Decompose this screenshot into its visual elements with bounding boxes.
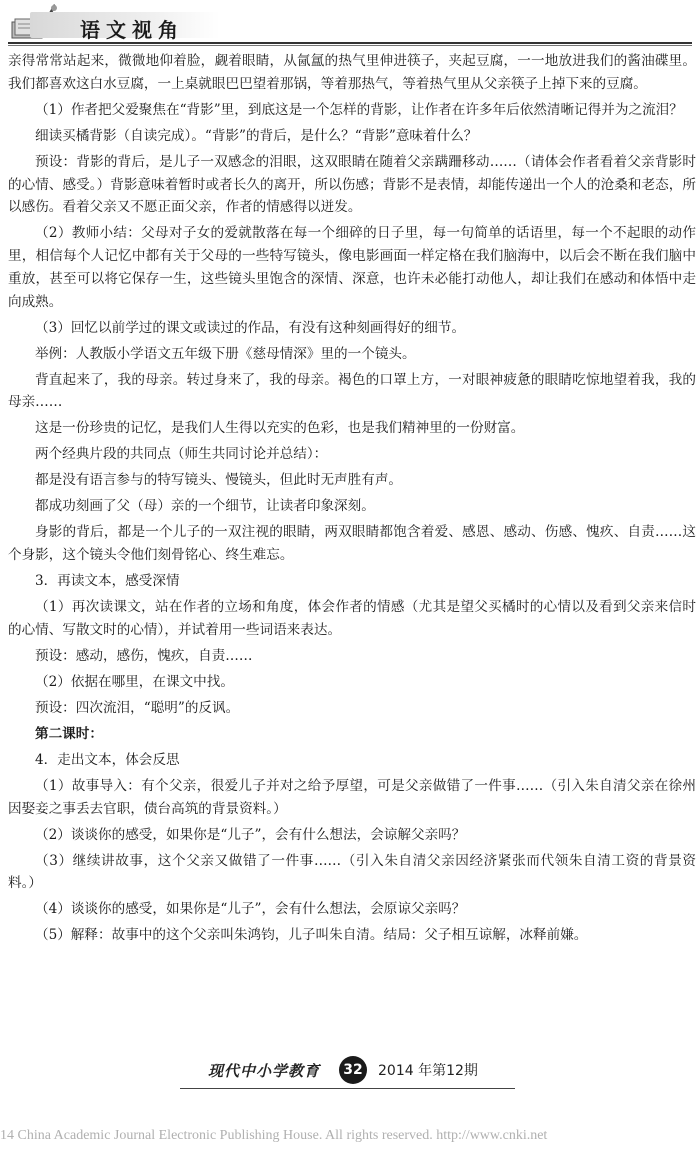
paragraph: （2）依据在哪里，在课文中找。 — [35, 673, 234, 690]
page-number: 32 — [339, 1056, 367, 1084]
page-header — [0, 0, 700, 40]
paragraph: （2）教师小结：父母对子女的爱就散落在每一个细碎的日子里，每一句简单的话语里，每一个不起眼的动作里，相信每个人记忆中都有关于父母的一些特写镜头，像电影画面一样定格在我们脑海中，以后会不断在我们脑中重放，甚至可以将它保存一生，这些镜头里饱含的深情、深意，也许未必能打动他人，却让我们在感动和体悟中走向成熟。 — [8, 225, 696, 310]
paragraph: 都是没有语言参与的特写镜头、慢镜头，但此时无声胜有声。 — [35, 472, 403, 489]
page-footer — [0, 1052, 700, 1092]
cnki-watermark: 14 China Academic Journal Electronic Publishing House. All rights reserved. http://www.cnki.net — [0, 1128, 548, 1143]
paragraph: 身影的背后，都是一个儿子的一双注视的眼睛，两双眼睛都饱含着爱、感恩、感动、伤感、愧疚、自责……这个身影，这个镜头令他们刻骨铭心、终生难忘。 — [8, 524, 696, 564]
paragraph: （1）作者把父爱聚焦在“背影”里，到底这是一个怎样的背影，让作者在许多年后依然清晰记得并为之流泪？ — [35, 101, 683, 118]
paragraph: 举例：人教版小学语文五年级下册《慈母情深》里的一个镜头。 — [35, 345, 416, 362]
header-rule — [8, 42, 692, 44]
paragraph: （5）解释：故事中的这个父亲叫朱鸿钧，儿子叫朱自清。结局：父子相互谅解，冰释前嫌。 — [35, 927, 588, 944]
paragraph: 第二课时： — [35, 725, 103, 742]
paragraph: 都成功刻画了父（母）亲的一个细节，让读者印象深刻。 — [35, 498, 375, 515]
paragraph: 两个经典片段的共同点（师生共同讨论并总结）： — [35, 446, 328, 463]
paragraph: 3．再读文本，感受深情 — [35, 573, 180, 590]
issue-label: 2014 年第12期 — [378, 1063, 478, 1079]
paragraph: （4）谈谈你的感受，如果你是“儿子”，会有什么想法，会原谅父亲吗？ — [35, 901, 466, 918]
journal-name: 现代中小学教育 — [208, 1062, 321, 1080]
paragraph: 预设：背影的背后，是儿子一双感念的泪眼，这双眼睛在随着父亲蹒跚移动……（请体会作者看着父亲背影时的心情、感受。）背影意味着暂时或者长久的离开，所以伤感；背影不是表情，却能传递出一个人的沧桑和老态，所以感伤。看着父亲又不愿正面父亲，作者的情感得以迸发。 — [8, 153, 696, 216]
section-title: 语文视角 — [80, 18, 184, 42]
paragraph: 这是一份珍贵的记忆，是我们人生得以充实的色彩，也是我们精神里的一份财富。 — [35, 420, 525, 437]
paragraph: 亲得常常站起来，微微地仰着脸，觑着眼睛，从氤氲的热气里伸进筷子，夹起豆腐，一一地放进我们的酱油碟里。我们都喜欢这白水豆腐，一上桌就眼巴巴望着那锅，等着那热气，等着热气里从父亲筷子上掉下来的豆腐。 — [8, 53, 696, 92]
paragraph: 4．走出文本，体会反思 — [35, 751, 180, 768]
paragraph: 细读买橘背影（自读完成）。“背影”的背后，是什么？“背影”意味着什么？ — [35, 127, 478, 144]
paragraph: （3）回忆以前学过的课文或读过的作品，有没有这种刻画得好的细节。 — [35, 319, 466, 336]
article-body — [8, 50, 696, 950]
paragraph: 背直起来了，我的母亲。转过身来了，我的母亲。褐色的口罩上方，一对眼神疲惫的眼睛吃惊地望着我，我的母亲…… — [8, 371, 696, 411]
paragraph: （3）继续讲故事，这个父亲又做错了一件事……（引入朱自清父亲因经济紧张而代领朱自清工资的背景资料。） — [8, 852, 696, 892]
footer-rule — [180, 1088, 515, 1089]
paragraph: （2）谈谈你的感受，如果你是“儿子”，会有什么想法，会谅解父亲吗？ — [35, 826, 466, 843]
header-rule-thin — [8, 45, 692, 46]
paragraph: 预设：四次流泪，“聪明”的反讽。 — [35, 699, 240, 716]
paragraph: （1）再次读课文，站在作者的立场和角度，体会作者的情感（尤其是望父买橘时的心情以及看到父亲来信时的心情、写散文时的心情），并试着用一些词语来表达。 — [8, 599, 696, 638]
paragraph: （1）故事导入：有个父亲，很爱儿子并对之给予厚望，可是父亲做错了一件事……（引入朱自清父亲在徐州因娶妾之事丢去官职，债台高筑的背景资料。） — [8, 777, 696, 817]
paragraph: 预设：感动，感伤，愧疚，自责…… — [35, 647, 253, 664]
